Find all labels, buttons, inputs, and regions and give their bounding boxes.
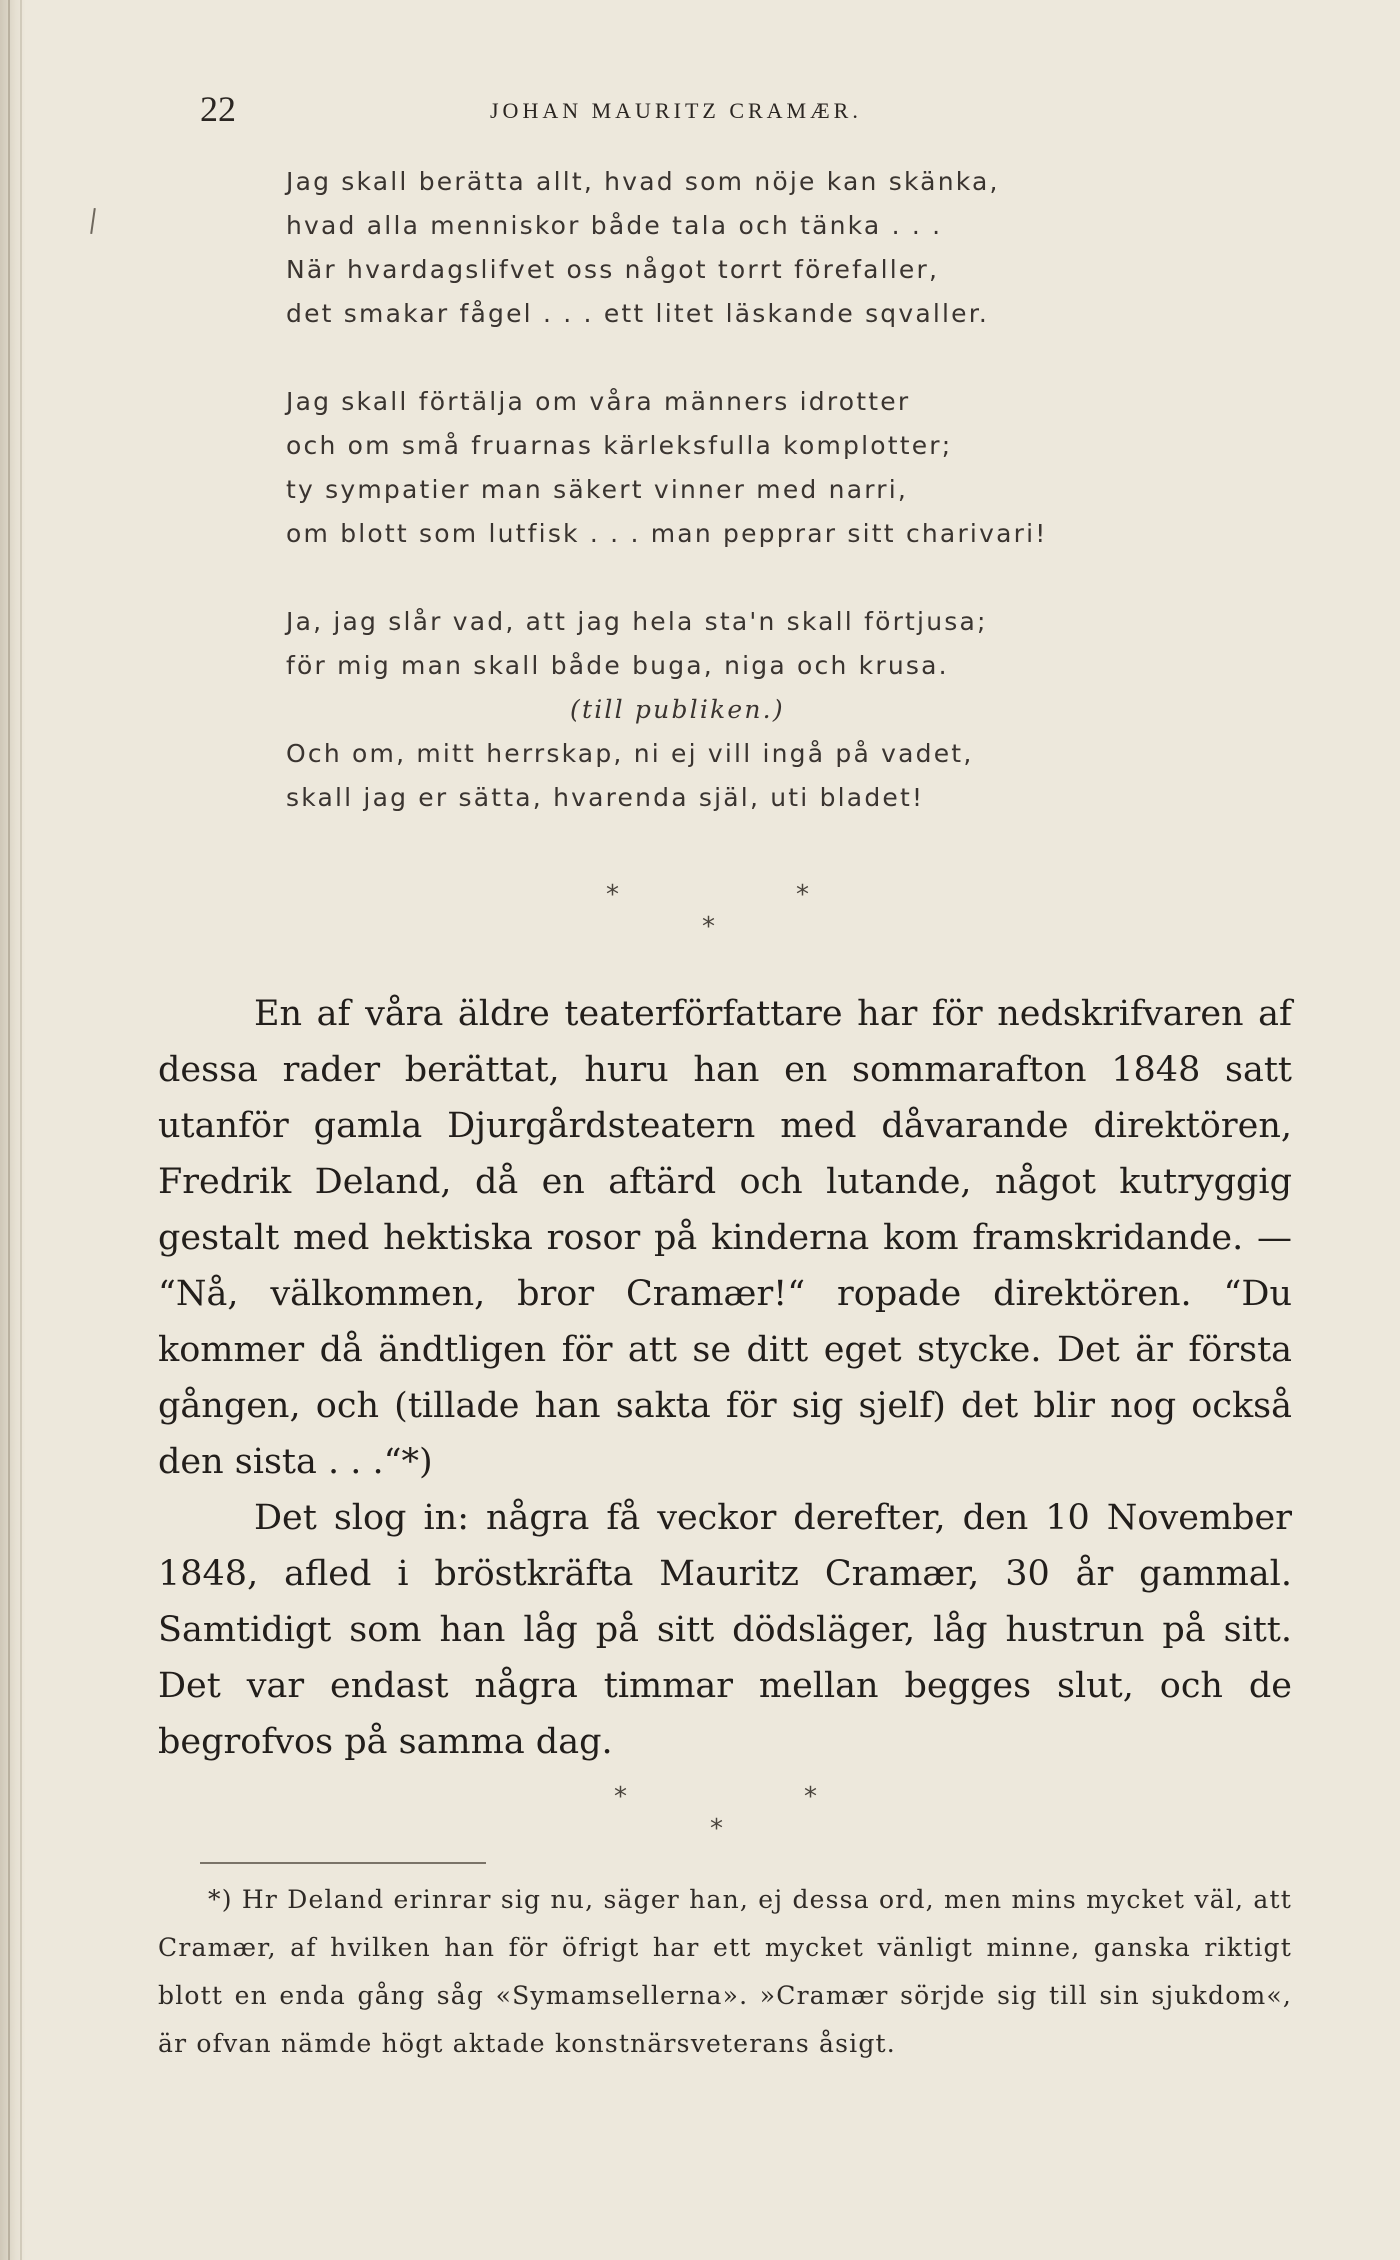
asterisk-icon: * xyxy=(606,880,619,910)
poem-line: skall jag er sätta, hvarenda själ, uti bladet! xyxy=(286,783,925,812)
page-header xyxy=(200,88,1300,132)
stage-direction: (till publiken.) xyxy=(570,695,785,724)
poem-line: om blott som lutfisk . . . man pepprar sitt charivari! xyxy=(286,519,1048,548)
page-edge xyxy=(0,0,26,2260)
stanza xyxy=(286,160,1186,336)
poem-line: hvad alla menniskor både tala och tänka . . . xyxy=(286,211,943,240)
asterisk-icon: * xyxy=(796,880,809,910)
page-edge-line xyxy=(20,0,22,2260)
asterisk-icon: * xyxy=(710,1814,723,1844)
poem-line: När hvardagslifvet oss något torrt förefaller, xyxy=(286,255,940,284)
prose-body xyxy=(158,986,1292,1770)
stanza xyxy=(286,600,1186,820)
poem-line: för mig man skall både buga, niga och krusa. xyxy=(286,651,949,680)
running-head: JOHAN MAURITZ CRAMÆR. xyxy=(490,98,862,123)
footnote-rule xyxy=(200,1862,486,1864)
poem-line: det smakar fågel . . . ett litet läskande sqvaller. xyxy=(286,299,990,328)
margin-pencil-mark xyxy=(90,208,96,234)
poem-line: Jag skall förtälja om våra männers idrotter xyxy=(286,387,911,416)
asterisk-icon: * xyxy=(702,912,715,942)
prose-paragraph: En af våra äldre teaterförfattare har för nedskrifvaren af dessa rader berättat, huru han en sommarafton 1848 satt utanför gamla Djurgårdsteatern med dåvarande direktören, Fredrik Deland, då en aftärd och lutande, något kutryggig gestalt med hektiska rosor på kinderna kom framskridande. — “Nå, välkommen, bror Cramær!“ ropade direktören. “Du kommer då ändtligen för att se ditt eget stycke. Det är första gången, och (tillade han sakta för sig sjelf) det blir nog också den sista . . .“*) xyxy=(158,994,1292,1482)
footnote xyxy=(158,1876,1292,2068)
prose-paragraph: Det slog in: några få veckor derefter, den 10 November 1848, afled i bröstkräfta Mauritz Cramær, 30 år gammal. Samtidigt som han låg på sitt dödsläger, låg hustrun på sitt. Det var endast några timmar mellan begges slut, och de begrofvos på samma dag. xyxy=(158,1498,1292,1762)
stanza xyxy=(286,380,1186,556)
poem-line: Jag skall berätta allt, hvad som nöje kan skänka, xyxy=(286,167,1000,196)
footnote-text: *) Hr Deland erinrar sig nu, säger han, ej dessa ord, men mins mycket väl, att Cramær, af hvilken han för öfrigt har ett mycket vänligt minne, ganska riktigt blott en enda gång såg «Symamsellerna». »Cramær sörjde sig till sin sjukdom«, är ofvan nämde högt aktade konstnärsveterans åsigt. xyxy=(158,1885,1292,2058)
poem-line: ty sympatier man säkert vinner med narri, xyxy=(286,475,909,504)
poem-line: Och om, mitt herrskap, ni ej vill ingå på vadet, xyxy=(286,739,974,768)
page-edge-line xyxy=(8,0,10,2260)
asterism-ornament xyxy=(614,1782,874,1862)
asterisk-icon: * xyxy=(614,1782,627,1812)
asterism-ornament xyxy=(606,880,866,960)
page-number: 22 xyxy=(200,89,236,129)
poem-line: och om små fruarnas kärleksfulla komplotter; xyxy=(286,431,953,460)
asterisk-icon: * xyxy=(804,1782,817,1812)
poem-line: Ja, jag slår vad, att jag hela sta'n skall förtjusa; xyxy=(286,607,988,636)
poem xyxy=(286,160,1186,820)
